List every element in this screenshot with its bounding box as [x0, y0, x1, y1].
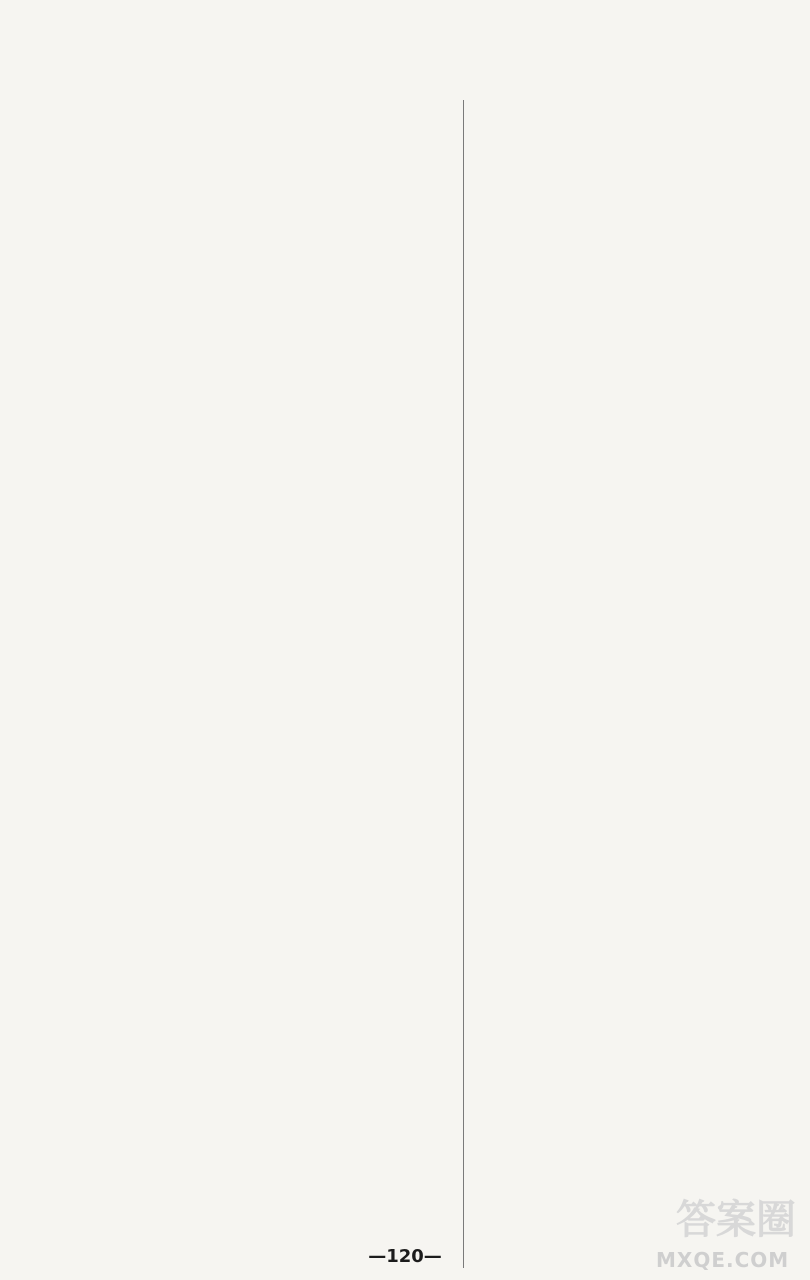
- page-number: —120—: [368, 1246, 442, 1267]
- watermark-site-text: MXQE.COM: [656, 1248, 790, 1272]
- watermark-cn-text: 答案圈: [676, 1197, 796, 1243]
- watermark: [646, 1180, 806, 1276]
- column-divider: [463, 100, 464, 1268]
